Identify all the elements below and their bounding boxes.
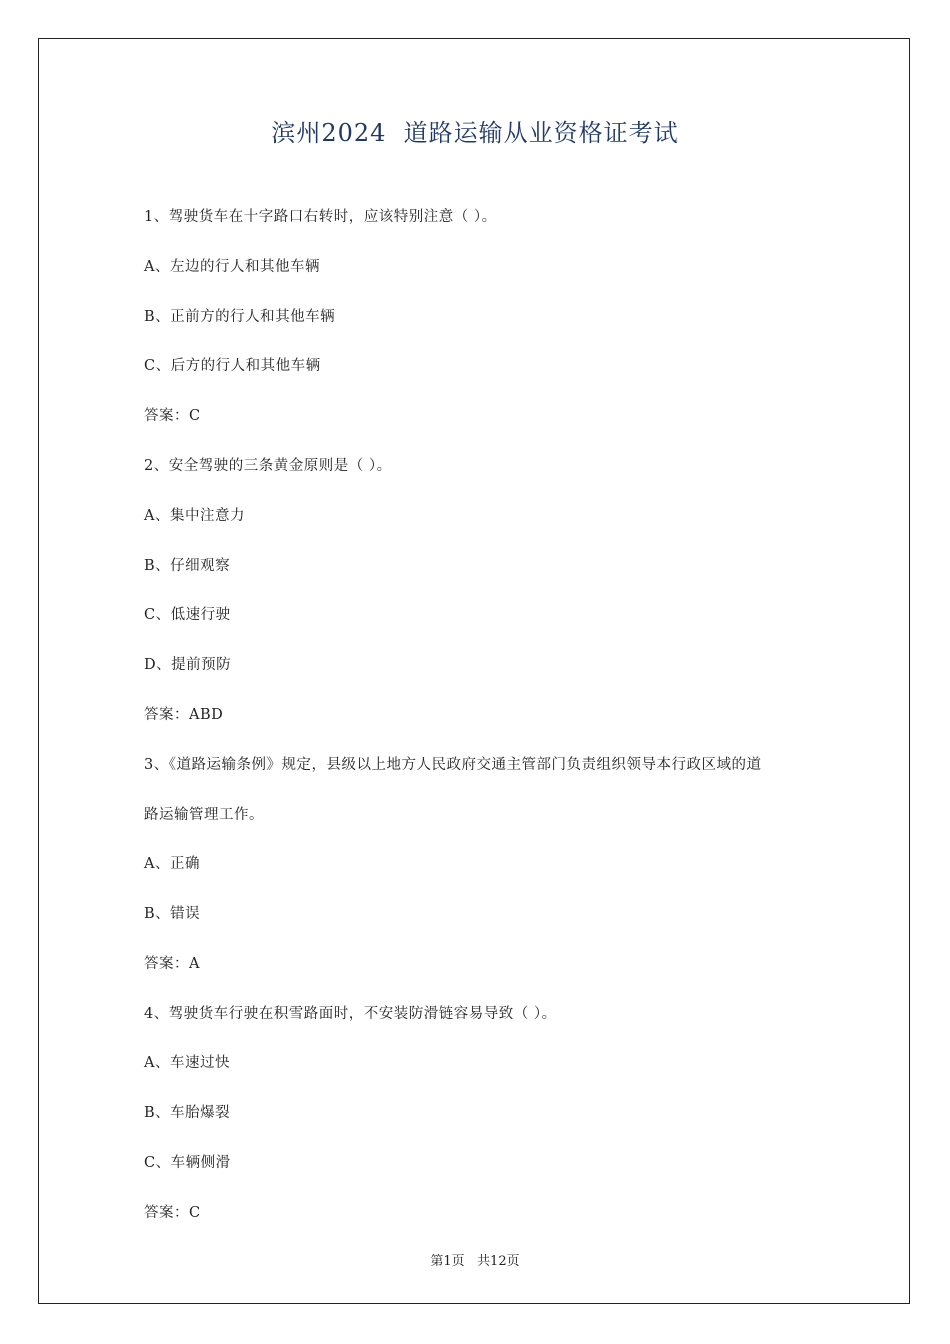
document-title: 滨州2024 道路运输从业资格证考试 [271, 119, 679, 147]
question-2-stem: 2、安全驾驶的三条黄金原则是（ ）。 [144, 458, 392, 474]
question-4-option-a: A、车速过快 [144, 1055, 230, 1071]
question-3-option-b: B、错误 [144, 906, 201, 922]
question-3-answer: 答案：A [144, 956, 200, 972]
question-4-stem: 4、驾驶货车行驶在积雪路面时，不安装防滑链容易导致（ ）。 [144, 1006, 557, 1022]
question-2-option-c: C、低速行驶 [144, 607, 231, 623]
question-2-option-b: B、仔细观察 [144, 558, 231, 574]
question-3-option-a: A、正确 [144, 856, 200, 872]
question-1-answer: 答案：C [144, 408, 201, 424]
question-1-stem: 1、驾驶货车在十字路口右转时，应该特别注意（ ）。 [144, 209, 497, 225]
question-2-option-d: D、提前预防 [144, 657, 232, 673]
question-3-stem-continued: 路运输管理工作。 [144, 807, 264, 823]
question-1-option-c: C、后方的行人和其他车辆 [144, 358, 321, 374]
question-3-stem: 3、《道路运输条例》规定，县级以上地方人民政府交通主管部门负责组织领导本行政区域的道 [144, 757, 762, 773]
question-4-option-b: B、车胎爆裂 [144, 1105, 231, 1121]
question-2-answer: 答案：ABD [144, 707, 224, 723]
question-1-option-a: A、左边的行人和其他车辆 [144, 259, 320, 275]
page-number-footer: 第1页 共12页 [430, 1254, 520, 1269]
question-1-option-b: B、正前方的行人和其他车辆 [144, 309, 336, 325]
question-4-answer: 答案：C [144, 1205, 201, 1221]
question-4-option-c: C、车辆侧滑 [144, 1155, 231, 1171]
question-2-option-a: A、集中注意力 [144, 508, 245, 524]
